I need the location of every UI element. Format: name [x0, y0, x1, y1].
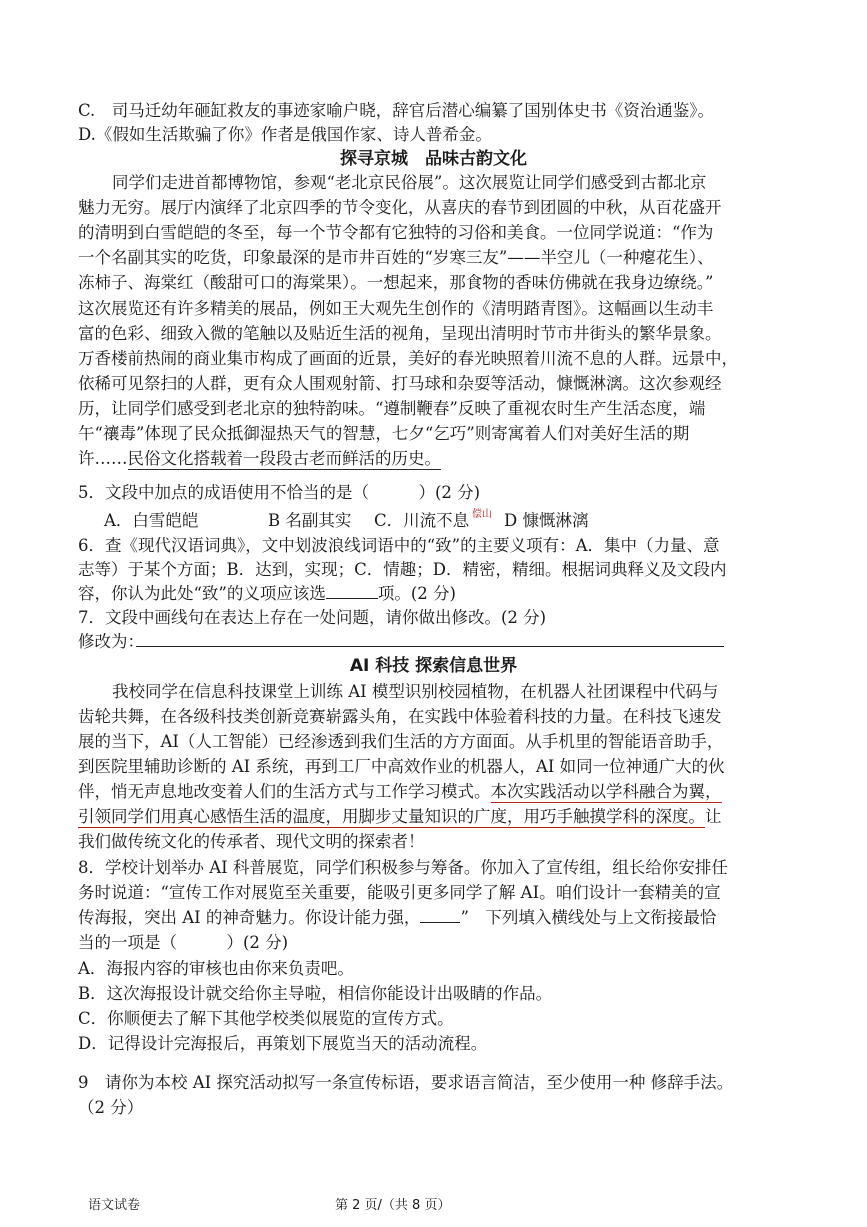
q8-option-c: C．你顺便去了解下其他学校类似展览的宣传方式。: [78, 1009, 454, 1028]
passage-line: 同学们走进首都博物馆，参观“老北京民俗展”。这次展览让同学们感受到古都北京: [112, 173, 707, 192]
section-title-ai: AI 科技 探索信息世界: [349, 656, 518, 676]
q5-option-a: A．白雪皑皑: [104, 511, 199, 530]
question-8-line: 8．学校计划举办 AI 科普展览，同学们积极参与筹备。你加入了宣传组，组长给你安排任: [78, 858, 728, 877]
passage-line: 许……: [78, 449, 128, 468]
question-8-line: 传海报，突出 AI 的神奇魅力。你设计能力强，: [78, 908, 421, 927]
question-5-stem: 5．文段中加点的成语使用不恰当的是（ ）(2 分): [78, 483, 481, 502]
question-6-line: 容，你认为此处“致”的义项应该选: [78, 584, 326, 603]
passage-line: 让: [705, 807, 722, 826]
passage-line: 午“禳毒”体现了民众抵御湿热天气的智慧，七夕“乞巧”则寄寓着人们对美好生活的期: [78, 424, 690, 443]
question-8-line: 务时说道：“宣传工作对展览至关重要，能吸引更多同学了解 AI。咱们设计一套精美的宣: [78, 883, 721, 902]
passage-line: 万香楼前热闹的商业集市构成了画面的近景，美好的春光映照着川流不息的人群。远景中，: [78, 349, 738, 368]
passage-line: 到医院里辅助诊断的 AI 系统，再到工厂中高效作业的机器人，AI 如同一位神通广大的伙: [78, 757, 725, 776]
passage-line: 齿轮共舞，在各级科技类创新竞赛崭露头角，在实践中体验着科技的力量。在科技飞速发: [78, 707, 722, 726]
answer-blank[interactable]: [326, 584, 378, 599]
handwritten-mark: 偿山: [472, 509, 492, 520]
passage-line: 展的当下，AI（人工智能）已经渗透到我们生活的方方面面。从手机里的智能语音助手，: [78, 732, 724, 751]
question-8-line: 当的一项是（ ）(2 分): [78, 933, 289, 952]
question-6-line: 项。(2 分): [377, 584, 456, 603]
q8-option-b: B．这次海报设计就交给你主导啦，相信你能设计出吸睛的作品。: [78, 984, 553, 1003]
option-d-text: D.《假如生活欺骗了你》作者是俄国作家、诗人普希金。: [78, 125, 492, 144]
passage-line: 历，让同学们感受到老北京的独特韵味。“遵制鞭春”反映了重视农时生产生活态度，端: [78, 399, 706, 418]
answer-line[interactable]: [136, 646, 724, 647]
question-6-line: 6．查《现代汉语词典》，文中划波浪线词语中的“致”的主要义项有：A．集中（力量、意: [78, 536, 720, 555]
underlined-sentence: 本次实践活动以学科融合为翼，: [490, 782, 722, 801]
underlined-sentence: 民俗文化搭载着一段段古老而鲜活的历史。: [127, 449, 441, 468]
q8-option-d: D．记得设计完海报后，再策划下展览当天的活动流程。: [78, 1034, 488, 1053]
question-8-line: ” 下列填入横线处与上文衔接最恰: [460, 908, 717, 927]
passage-line: 伴，悄无声息地改变着人们的生活方式与工作学习模式。: [78, 782, 491, 801]
passage-line: 一个名副其实的吃货，印象最深的是市井百姓的“岁寒三友”——半空儿（一种瘪花生）、: [78, 248, 714, 267]
section-title-beijing: 探寻京城 品味古韵文化: [340, 149, 527, 169]
option-c-text: C. 司马迁幼年砸缸救友的事迹家喻户晓，辞官后潜心编纂了国别体史书《资治通鉴》。: [78, 101, 715, 120]
passage-line: 我校同学在信息科技课堂上训练 AI 模型识别校园植物，在机器人社团课程中代码与: [112, 682, 719, 701]
q5-option-d: D 慷慨淋漓: [504, 511, 589, 530]
passage-line: 的清明到白雪皑皑的冬至，每一个节令都有它独特的习俗和美食。一位同学说道：“作为: [78, 223, 714, 242]
q8-option-a: A．海报内容的审核也由你来负责吧。: [78, 959, 354, 978]
question-6-line: 志等）于某个方面；B．达到，实现；C．情趣；D．精密，精细。根据词典释义及文段内: [78, 560, 727, 579]
answer-label: 修改为：: [78, 632, 144, 651]
passage-line: 冻柿子、海棠红（酸甜可口的海棠果）。一想起来，那食物的香味仿佛就在我身边缭绕。”: [78, 273, 714, 292]
q5-option-c: C．川流不息: [374, 511, 470, 530]
question-9-score: （2 分）: [78, 1098, 144, 1117]
q5-option-b: B 名副其实: [268, 511, 352, 530]
passage-line: 魅力无穷。展厅内演绎了北京四季的节令变化，从喜庆的春节到团圆的中秋，从百花盛开: [78, 198, 722, 217]
answer-blank[interactable]: [420, 908, 460, 923]
underlined-sentence: 引领同学们用真心感悟生活的温度，用脚步丈量知识的广度，用巧手触摸学科的深度。: [78, 807, 705, 826]
passage-line: 这次展览还有许多精美的展品，例如王大观先生创作的《清明踏青图》。这幅画以生动丰: [78, 299, 714, 318]
question-9-line: 9 请你为本校 AI 探究活动拟写一条宣传标语，要求语言简洁，至少使用一种 修辞手法。: [78, 1073, 734, 1092]
page-number: 第 2 页/（共 8 页）: [335, 1198, 451, 1213]
passage-line: 富的色彩、细致入微的笔触以及贴近生活的视角，呈现出清明时节市井街头的繁华景象。: [78, 324, 722, 343]
question-7-stem: 7．文段中画线句在表达上存在一处问题，请你做出修改。(2 分): [78, 608, 547, 627]
passage-line: 依稀可见祭扫的人群，更有众人围观射箭、打马球和杂耍等活动，慷慨淋漓。这次参观经: [78, 374, 722, 393]
footer-subject: 语文试卷: [88, 1198, 141, 1213]
passage-line: 我们做传统文化的传承者、现代文明的探索者！: [78, 832, 425, 851]
